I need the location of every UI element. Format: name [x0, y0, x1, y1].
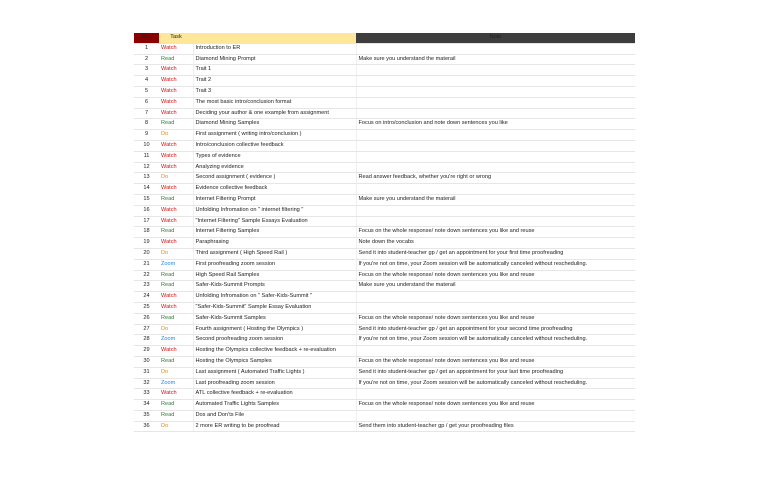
task-type[interactable]: Zoom: [159, 335, 193, 346]
task-note[interactable]: [356, 65, 635, 76]
task-type[interactable]: Watch: [159, 140, 193, 151]
table-row: [134, 216, 635, 227]
table-row: [134, 173, 635, 184]
task-name[interactable]: Unfolding Infromation on " internet filtering ": [193, 205, 356, 216]
task-name[interactable]: Internet Filtering Samples: [193, 227, 356, 238]
task-note[interactable]: Focus on the whole response/ note down sentences you like and reuse: [356, 270, 635, 281]
task-note[interactable]: Read answer feedback, whether you're right or wrong: [356, 173, 635, 184]
task-type[interactable]: Zoom: [159, 259, 193, 270]
row-number[interactable]: 32: [134, 378, 159, 389]
table-row: [134, 292, 635, 303]
row-number[interactable]: 5: [134, 86, 159, 97]
task-type[interactable]: Do: [159, 421, 193, 432]
task-name[interactable]: First assignment ( writing intro/conclusion ): [193, 130, 356, 141]
task-name[interactable]: First proofreading zoom session: [193, 259, 356, 270]
table-row: [134, 270, 635, 281]
task-name[interactable]: Types of evidence: [193, 151, 356, 162]
row-number[interactable]: 28: [134, 335, 159, 346]
task-note[interactable]: [356, 292, 635, 303]
task-type[interactable]: Watch: [159, 97, 193, 108]
row-number[interactable]: 29: [134, 346, 159, 357]
task-type[interactable]: Read: [159, 119, 193, 130]
table-row: [134, 421, 635, 432]
task-note[interactable]: Make sure you understand the materail: [356, 281, 635, 292]
row-number[interactable]: 33: [134, 389, 159, 400]
task-type[interactable]: Watch: [159, 302, 193, 313]
table-row: [134, 151, 635, 162]
task-type[interactable]: Watch: [159, 162, 193, 173]
task-type[interactable]: Watch: [159, 292, 193, 303]
task-type[interactable]: Watch: [159, 76, 193, 87]
header-no[interactable]: No.: [134, 33, 159, 43]
task-name[interactable]: Trait 3: [193, 86, 356, 97]
table-row: [134, 281, 635, 292]
row-number[interactable]: 17: [134, 216, 159, 227]
task-name[interactable]: Analyzing evidence: [193, 162, 356, 173]
task-type[interactable]: Watch: [159, 43, 193, 54]
task-name[interactable]: Intro/conclusion collective feedback: [193, 140, 356, 151]
table-row: [134, 86, 635, 97]
task-note[interactable]: Focus on the whole response/ note down sentences you like and reuse: [356, 400, 635, 411]
task-name[interactable]: Trait 1: [193, 65, 356, 76]
table-row: [134, 162, 635, 173]
row-number[interactable]: 4: [134, 76, 159, 87]
row-number[interactable]: 10: [134, 140, 159, 151]
table-row: [134, 410, 635, 421]
table-row: [134, 313, 635, 324]
row-number[interactable]: 2: [134, 54, 159, 65]
task-name[interactable]: ATL collective feedback + re-evaluation: [193, 389, 356, 400]
task-type[interactable]: Watch: [159, 238, 193, 249]
task-type[interactable]: Read: [159, 356, 193, 367]
task-type[interactable]: Watch: [159, 151, 193, 162]
task-table: [134, 33, 635, 432]
task-note[interactable]: [356, 108, 635, 119]
task-type[interactable]: Do: [159, 324, 193, 335]
task-name[interactable]: "Internet Filtering" Sample Essays Evaluation: [193, 216, 356, 227]
task-type[interactable]: Read: [159, 227, 193, 238]
row-number[interactable]: 13: [134, 173, 159, 184]
task-note[interactable]: [356, 151, 635, 162]
task-name[interactable]: Safer-Kids-Summit Prompts: [193, 281, 356, 292]
table-row: [134, 97, 635, 108]
task-note[interactable]: Focus on the whole response/ note down sentences you like and reuse: [356, 313, 635, 324]
task-note[interactable]: [356, 302, 635, 313]
table-row: [134, 65, 635, 76]
row-number[interactable]: 26: [134, 313, 159, 324]
row-number[interactable]: 30: [134, 356, 159, 367]
task-name[interactable]: Diamond Mining Prompt: [193, 54, 356, 65]
row-number[interactable]: 19: [134, 238, 159, 249]
task-note[interactable]: Send it into student-teacher gp / get an appointment for your first time proofreading: [356, 248, 635, 259]
header-row: [134, 33, 635, 43]
table-row: [134, 54, 635, 65]
row-number[interactable]: 21: [134, 259, 159, 270]
table-body: [134, 43, 635, 432]
row-number[interactable]: 16: [134, 205, 159, 216]
table-row: [134, 356, 635, 367]
task-note[interactable]: [356, 184, 635, 195]
task-note[interactable]: [356, 410, 635, 421]
task-type[interactable]: Watch: [159, 65, 193, 76]
task-name[interactable]: "Safer-Kids-Summit" Sample Essay Evaluation: [193, 302, 356, 313]
row-number[interactable]: 27: [134, 324, 159, 335]
row-number[interactable]: 12: [134, 162, 159, 173]
task-note[interactable]: [356, 162, 635, 173]
table-row: [134, 205, 635, 216]
header-task-blank[interactable]: [193, 33, 356, 43]
table-row: [134, 43, 635, 54]
task-name[interactable]: Unfolding Infromation on " Safer-Kids-Summit ": [193, 292, 356, 303]
task-note[interactable]: [356, 76, 635, 87]
table-row: [134, 378, 635, 389]
row-number[interactable]: 34: [134, 400, 159, 411]
task-note[interactable]: Send it into student-teacher gp / get an appointment for your last time proofreading: [356, 367, 635, 378]
task-type[interactable]: Watch: [159, 205, 193, 216]
task-note[interactable]: [356, 346, 635, 357]
table-row: [134, 108, 635, 119]
task-name[interactable]: Second proofreading zoom session: [193, 335, 356, 346]
row-number[interactable]: 23: [134, 281, 159, 292]
table-row: [134, 238, 635, 249]
task-name[interactable]: Diamond Mining Samples: [193, 119, 356, 130]
task-note[interactable]: [356, 140, 635, 151]
table-row: [134, 248, 635, 259]
task-name[interactable]: Third assignment ( High Speed Rail ): [193, 248, 356, 259]
table-row: [134, 130, 635, 141]
row-number[interactable]: 15: [134, 194, 159, 205]
task-type[interactable]: Watch: [159, 86, 193, 97]
header-task[interactable]: Task: [159, 33, 193, 43]
task-name[interactable]: Dos and Don'ts File: [193, 410, 356, 421]
row-number[interactable]: 20: [134, 248, 159, 259]
task-note[interactable]: [356, 389, 635, 400]
task-type[interactable]: Watch: [159, 346, 193, 357]
row-number[interactable]: 1: [134, 43, 159, 54]
task-note[interactable]: [356, 43, 635, 54]
row-number[interactable]: 35: [134, 410, 159, 421]
task-type[interactable]: Do: [159, 248, 193, 259]
task-note[interactable]: [356, 205, 635, 216]
task-name[interactable]: Fourth assignment ( Hosting the Olympics ): [193, 324, 356, 335]
task-note[interactable]: If you're not on time, your Zoom session will be automatically canceled without rescheduling.: [356, 259, 635, 270]
task-type[interactable]: Read: [159, 400, 193, 411]
row-number[interactable]: 36: [134, 421, 159, 432]
task-note[interactable]: [356, 216, 635, 227]
row-number[interactable]: 18: [134, 227, 159, 238]
task-note[interactable]: [356, 97, 635, 108]
row-number[interactable]: 11: [134, 151, 159, 162]
table-row: [134, 400, 635, 411]
task-note[interactable]: Note down the vocabs: [356, 238, 635, 249]
table-row: [134, 346, 635, 357]
task-note[interactable]: [356, 130, 635, 141]
task-type[interactable]: Watch: [159, 108, 193, 119]
task-name[interactable]: Internet Filtering Prompt: [193, 194, 356, 205]
header-note[interactable]: Note: [356, 33, 635, 43]
task-note[interactable]: Send them into student-teacher gp / get your proofreading files: [356, 421, 635, 432]
task-name[interactable]: Second assignment ( evidence ): [193, 173, 356, 184]
row-number[interactable]: 7: [134, 108, 159, 119]
task-name[interactable]: Last proofreading zoom session: [193, 378, 356, 389]
task-note[interactable]: [356, 86, 635, 97]
task-name[interactable]: High Speed Rail Samples: [193, 270, 356, 281]
task-note[interactable]: Make sure you understand the materail: [356, 54, 635, 65]
table-row: [134, 389, 635, 400]
row-number[interactable]: 8: [134, 119, 159, 130]
row-number[interactable]: 24: [134, 292, 159, 303]
task-name[interactable]: Deciding your author & one example from assignment: [193, 108, 356, 119]
task-type[interactable]: Watch: [159, 216, 193, 227]
row-number[interactable]: 3: [134, 65, 159, 76]
table-row: [134, 367, 635, 378]
task-type[interactable]: Watch: [159, 389, 193, 400]
row-number[interactable]: 25: [134, 302, 159, 313]
task-name[interactable]: Paraphrasing: [193, 238, 356, 249]
table-row: [134, 184, 635, 195]
table-row: [134, 335, 635, 346]
table-row: [134, 140, 635, 151]
task-note[interactable]: Focus on the whole response/ note down sentences you like and reuse: [356, 356, 635, 367]
table-row: [134, 324, 635, 335]
task-name[interactable]: Automated Traffic Lights Samples: [193, 400, 356, 411]
task-type[interactable]: Read: [159, 313, 193, 324]
table-row: [134, 227, 635, 238]
row-number[interactable]: 6: [134, 97, 159, 108]
table-row: [134, 259, 635, 270]
task-name[interactable]: Hosting the Olympics collective feedback + re-evaluation: [193, 346, 356, 357]
task-name[interactable]: Last assignment ( Automated Traffic Lights ): [193, 367, 356, 378]
task-type[interactable]: Zoom: [159, 378, 193, 389]
task-type[interactable]: Read: [159, 270, 193, 281]
table-row: [134, 76, 635, 87]
row-number[interactable]: 22: [134, 270, 159, 281]
task-note[interactable]: If you're not on time, your Zoom session will be automatically canceled without rescheduling.: [356, 335, 635, 346]
task-type[interactable]: Do: [159, 367, 193, 378]
task-name[interactable]: Trait 2: [193, 76, 356, 87]
row-number[interactable]: 9: [134, 130, 159, 141]
task-note[interactable]: Focus on intro/conclusion and note down sentences you like: [356, 119, 635, 130]
task-type[interactable]: Do: [159, 130, 193, 141]
task-note[interactable]: Focus on the whole response/ note down sentences you like and reuse: [356, 227, 635, 238]
table-row: [134, 302, 635, 313]
task-note[interactable]: If you're not on time, your Zoom session will be automatically canceled without rescheduling.: [356, 378, 635, 389]
task-name[interactable]: 2 more ER writing to be proofread: [193, 421, 356, 432]
row-number[interactable]: 31: [134, 367, 159, 378]
task-type[interactable]: Read: [159, 410, 193, 421]
table-row: [134, 194, 635, 205]
task-name[interactable]: Introduction to ER: [193, 43, 356, 54]
task-type[interactable]: Read: [159, 194, 193, 205]
task-name[interactable]: The most basic intro/conclusion format: [193, 97, 356, 108]
task-type[interactable]: Read: [159, 54, 193, 65]
task-note[interactable]: Send it into student-teacher gp / get an appointment for your second time proofreading: [356, 324, 635, 335]
task-name[interactable]: Hosting the Olympics Samples: [193, 356, 356, 367]
task-type[interactable]: Read: [159, 281, 193, 292]
table-row: [134, 119, 635, 130]
task-name[interactable]: Evidence collective feedback: [193, 184, 356, 195]
task-type[interactable]: Do: [159, 173, 193, 184]
task-type[interactable]: Watch: [159, 184, 193, 195]
task-name[interactable]: Safer-Kids-Summit Samples: [193, 313, 356, 324]
task-note[interactable]: Make sure you understand the materail: [356, 194, 635, 205]
row-number[interactable]: 14: [134, 184, 159, 195]
